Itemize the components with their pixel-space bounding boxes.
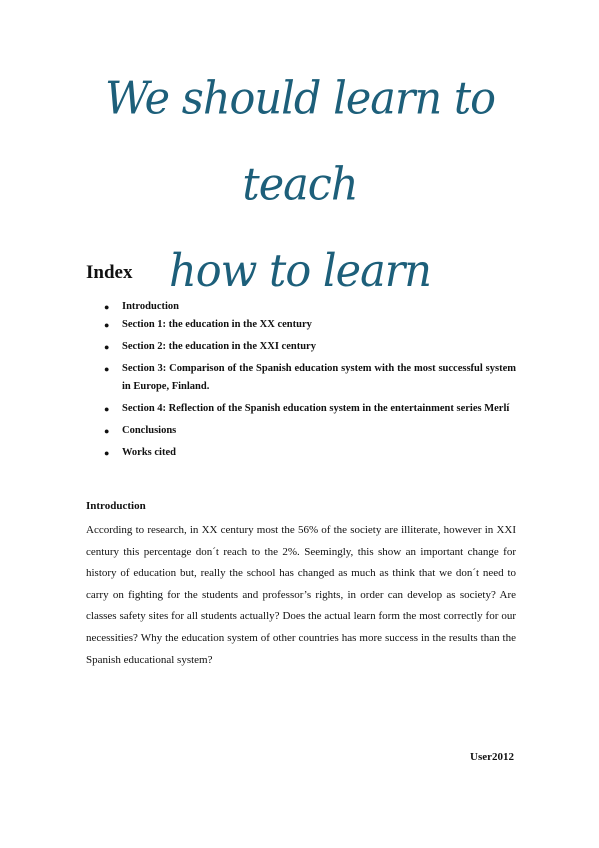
index-item-label: Works cited	[122, 447, 176, 458]
bullet-icon: ●	[104, 320, 110, 330]
index-list	[104, 298, 516, 462]
index-item-section-3	[104, 360, 516, 396]
index-item-label: Conclusions	[122, 425, 177, 436]
index-item-label: Section 1: the education in the XX century	[122, 319, 312, 330]
index-item-works-cited	[104, 444, 516, 462]
index-item-introduction	[104, 298, 516, 316]
index-item-section-4	[104, 400, 516, 418]
introduction-heading: Introduction	[86, 500, 146, 512]
index-item-label: Section 2: the education in the XXI century	[122, 341, 316, 352]
index-item-label: Introduction	[122, 301, 179, 312]
bullet-icon: ●	[104, 426, 110, 436]
title-line-2: how to learn	[169, 244, 431, 298]
index-item-section-2	[104, 338, 516, 356]
index-item-label: Section 3: Comparison of the Spanish education system with the most successful system in Europe, Finland.	[122, 363, 516, 392]
index-item-conclusions	[104, 422, 516, 440]
bullet-icon: ●	[104, 448, 110, 458]
bullet-icon: ●	[104, 342, 110, 352]
introduction-paragraph: According to research, in XX century most the 56% of the society are illiterate, however in XXI century this percentage don´t reach to the 2%. Seemingly, this show an important change for history of education but, really the school has changed as much as think that we don´t need to carry on fighting for the students and professor’s rights, in order can develop as society? Are classes safety sites for all students actually? Does the actual learn form the most correctly for our necessities? Why the education system of other countries has more success in the results than the Spanish educational system?	[86, 524, 516, 666]
index-heading: Index	[86, 262, 133, 283]
index-item-section-1	[104, 316, 516, 334]
bullet-icon: ●	[104, 302, 110, 312]
index-item-label: Section 4: Reflection of the Spanish education system in the entertainment series Merlí	[122, 403, 510, 414]
title-line-1: We should learn to teach	[104, 72, 496, 212]
bullet-icon: ●	[104, 364, 110, 374]
bullet-icon: ●	[104, 404, 110, 414]
author-signature: User2012	[470, 751, 514, 763]
